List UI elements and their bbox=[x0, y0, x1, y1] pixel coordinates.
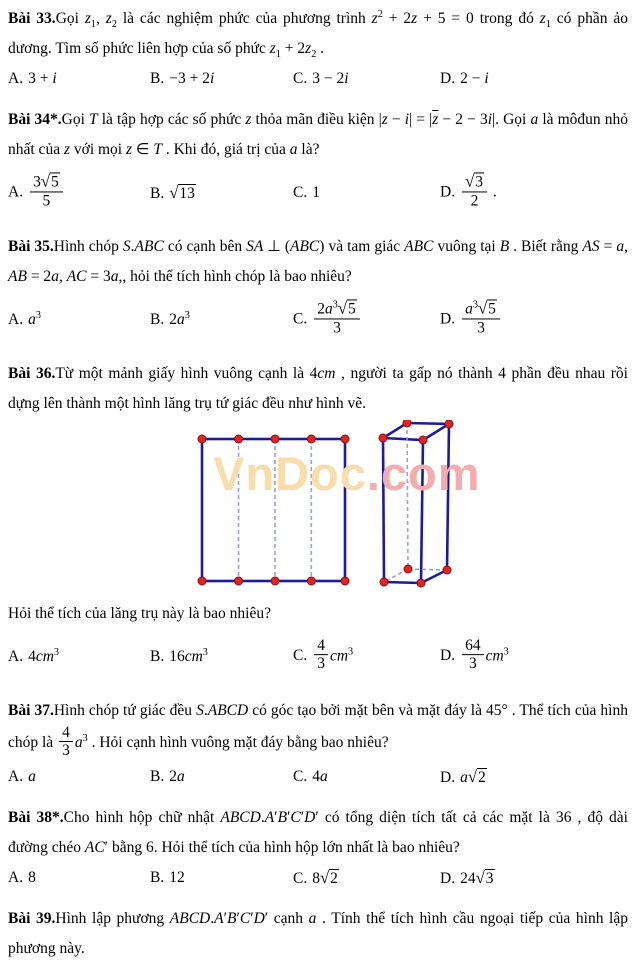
option-key: B. bbox=[150, 648, 165, 665]
option-c: C. 4a bbox=[293, 767, 328, 785]
option-d: D. $\frac{a^3√5}{3}$ bbox=[440, 301, 502, 338]
question-body: Bài 38*.Cho hình hộp chữ nhật ABCD.A′B′C′D′ có tổng diện tích tất cả các mặt là 36 , độ dài đường chéo AC′ bằng 6. Hỏi thể tích của hình hộp lớn nhất là bao nhiêu? bbox=[8, 808, 628, 856]
option-b: B. $2a^3$ bbox=[150, 309, 190, 328]
option-key: A. bbox=[8, 767, 24, 785]
option-key: D. bbox=[440, 869, 456, 887]
option-key: C. bbox=[293, 310, 308, 328]
question-block bbox=[8, 803, 628, 893]
option-d: D. $\frac{64}{3}$ $cm^3$ bbox=[440, 637, 509, 673]
option-key: A. bbox=[8, 183, 24, 201]
question-label: Bài 38*. bbox=[8, 808, 64, 826]
option-key: B. bbox=[150, 868, 165, 886]
option-key: C. bbox=[293, 869, 308, 887]
option-c: C. $\frac{2a^3√5}{3}$ bbox=[293, 301, 362, 338]
option-key: D. bbox=[440, 183, 456, 201]
option-key: B. bbox=[150, 311, 165, 328]
question-label: Bài 33. bbox=[8, 10, 56, 27]
option-a: A. a bbox=[8, 767, 36, 785]
option-key: A. bbox=[8, 868, 24, 886]
options-row bbox=[8, 292, 628, 348]
question-label: Bài 37. bbox=[8, 702, 54, 719]
vndoc-watermark bbox=[213, 447, 481, 500]
question-block bbox=[8, 696, 628, 792]
option-key: B. bbox=[150, 767, 165, 785]
option-a: A. $4cm^3$ bbox=[8, 646, 60, 665]
option-key: C. bbox=[293, 767, 308, 785]
option-key: B. bbox=[150, 185, 165, 202]
options-row bbox=[8, 629, 628, 685]
question-block bbox=[8, 105, 628, 221]
option-d: D. $\frac{√3}{2}$ . bbox=[440, 171, 497, 210]
figure-container bbox=[8, 420, 628, 598]
question-body-2: Hỏi thể tích của lăng trụ này là bao nhiêu? bbox=[8, 605, 271, 622]
option-key: D. bbox=[440, 70, 456, 87]
option-a: A. 8 bbox=[8, 868, 36, 886]
option-c: C. 1 bbox=[293, 184, 320, 201]
question-label: Bài 39. bbox=[8, 909, 56, 927]
option-key: B. bbox=[150, 70, 165, 87]
option-c: C. $\frac{4}{3}$ $cm^3$ bbox=[293, 637, 354, 673]
option-a: A. $a^3$ bbox=[8, 309, 41, 328]
option-c: C. 8√2 bbox=[293, 867, 338, 887]
option-d: D. 2 − i bbox=[440, 70, 489, 87]
question-label: Bài 35. bbox=[8, 238, 54, 255]
options-row bbox=[8, 863, 628, 893]
question-body: Bài 33.Gọi $z_1$, $z_2$ là các nghiệm phức của phương trình $z^2 + 2z + 5 = 0$ trong đó $z_1$ có phần ảo dương. Tìm số phức liên hợp của số phức $z_1 + 2z_2$ . bbox=[8, 8, 628, 61]
question-body: Bài 35.Hình chóp S.ABC có cạnh bên SA ⊥ (ABC) và tam giác ABC vuông tại B . Biết rằng AS = a, AB = 2a, AC = 3a,, hỏi thể tích hình chóp là bao nhiêu? bbox=[8, 238, 628, 285]
option-key: C. bbox=[293, 70, 308, 87]
prism-vertex-dots bbox=[379, 420, 453, 587]
question-label: Bài 34*. bbox=[8, 111, 62, 128]
option-b: B. 2a bbox=[150, 767, 185, 785]
question-block bbox=[8, 4, 628, 94]
option-b: B. √13 bbox=[150, 183, 195, 202]
figure-square-prism bbox=[379, 420, 453, 587]
question-body: Bài 37.Hình chóp tứ giác đều S.ABCD có góc tạo bởi mặt bên và mặt đáy là 45° . Thể tích của hình chóp là $\frac{4}{3}$ $a^3$ . Hỏi cạnh hình vuông mặt đáy bằng bao nhiêu? bbox=[8, 702, 628, 760]
watermark-part1: VnDoc bbox=[213, 447, 367, 500]
option-d: D. a√2 bbox=[440, 766, 486, 786]
options-row bbox=[8, 64, 628, 94]
option-key: C. bbox=[293, 647, 308, 665]
option-c: C. 3 − 2i bbox=[293, 70, 349, 87]
option-d: D. 24√3 bbox=[440, 867, 494, 887]
options-row bbox=[8, 762, 628, 792]
question-body: Bài 36.Từ một mảnh giấy hình vuông cạnh là 4cm , người ta gấp nó thành 4 phần đều nhau rồi dựng lên thành một hình lăng trụ tứ giác đều như hình vẽ. bbox=[8, 365, 628, 412]
option-key: D. bbox=[440, 768, 456, 786]
question-body: Bài 34*.Gọi T là tập hợp các số phức z thỏa mãn điều kiện $|z - i| = |\overline{z} - 2 - 3i|$. Gọi a là môđun nhỏ nhất của z với mọi z ∈ T . Khi đó, giá trị của a là? bbox=[8, 111, 629, 158]
question-label: Bài 36. bbox=[8, 365, 56, 382]
option-b: B. 12 bbox=[150, 868, 185, 886]
question-block bbox=[8, 232, 628, 348]
options-row bbox=[8, 165, 628, 221]
option-a: A. 3 + i bbox=[8, 70, 57, 87]
option-key: D. bbox=[440, 310, 456, 328]
question-body: Bài 39.Hình lập phương ABCD.A′B′C′D′ cạnh a . Tính thể tích hình cầu ngoại tiếp của hình lập phương này. bbox=[8, 909, 628, 957]
option-key: A. bbox=[8, 70, 24, 87]
option-key: A. bbox=[8, 648, 24, 665]
option-b: B. −3 + 2i bbox=[150, 70, 215, 87]
option-b: B. $16cm^3$ bbox=[150, 646, 208, 665]
option-key: C. bbox=[293, 184, 308, 201]
watermark-part2: .com bbox=[366, 447, 481, 500]
option-key: D. bbox=[440, 647, 456, 665]
option-a: A. $\frac{3√5}{5}$ bbox=[8, 174, 65, 211]
option-key: A. bbox=[8, 311, 24, 328]
question-block bbox=[8, 359, 628, 685]
question-list bbox=[8, 4, 628, 964]
